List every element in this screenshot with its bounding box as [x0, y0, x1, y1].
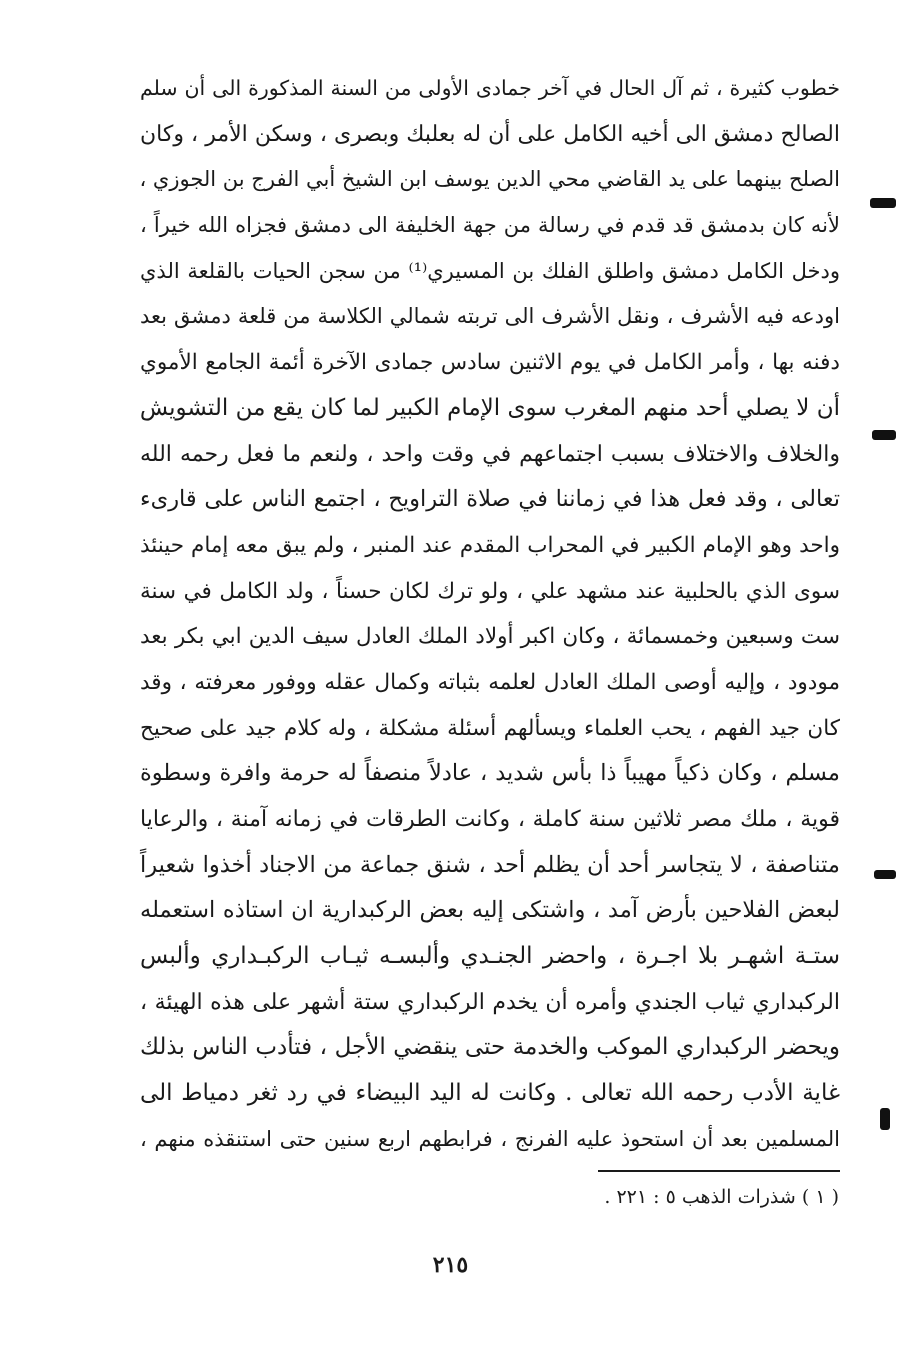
text-line: الركبداري ثياب الجندي وأمره أن يخدم الركبداري ستة أشهر على هذه الهيئة ، — [140, 989, 840, 1015]
text-line: سوى الذي بالحلبية عند مشهد علي ، ولو ترك لكان حسناً ، ولد الكامل في سنة — [140, 578, 840, 604]
text-line: تعالى ، وقد فعل هذا في زماننا في صلاة التراويح ، اجتمع الناس على قارىء — [140, 486, 840, 513]
footnote: ( ١ ) شذرات الذهب ٥ : ٢٢١ . — [604, 1186, 839, 1208]
margin-ink-mark — [870, 198, 896, 208]
text-line: خطوب كثيرة ، ثم آل الحال في آخر جمادى الأولى من السنة المذكورة الى أن سلم — [140, 76, 840, 100]
text-line: والخلاف والاختلاف بسبب اجتماعهم في وقت واحد ، ولنعم ما فعل رحمه الله — [140, 441, 840, 467]
text-line: المسلمين بعد أن استحوذ عليه الفرنج ، فرابطهم اربع سنين حتى استنقذه منهم ، — [140, 1126, 840, 1151]
text-line: مودود ، وإليه أوصى الملك العادل لعلمه بثباته وكمال عقله ووفور معرفته ، وقد — [140, 669, 840, 695]
margin-ink-mark — [872, 430, 896, 440]
margin-ink-mark — [880, 1108, 890, 1130]
text-line: واحد وهو الإمام الكبير في المحراب المقدم عند المنبر ، ولم يبق معه إمام حينئذ — [140, 532, 840, 558]
text-line: الصالح دمشق الى أخيه الكامل على أن له بعلبك وبصرى ، وسكن الأمر ، وكان — [140, 121, 840, 147]
text-line: دفنه بها ، وأمر الكامل في يوم الاثنين سادس جمادى الآخرة أئمة الجامع الأموي — [140, 350, 840, 376]
text-line: ست وسبعين وخمسمائة ، وكان اكبر أولاد الملك العادل سيف الدين ابي بكر بعد — [140, 624, 840, 650]
text-line: اودعه فيه الأشرف ، ونقل الأشرف الى تربته شمالي الكلاسة من قلعة دمشق بعد — [140, 304, 840, 329]
text-line: أن لا يصلي أحد منهم المغرب سوى الإمام الكبير لما كان يقع من التشويش — [139, 394, 840, 421]
margin-ink-mark — [874, 870, 896, 879]
text-line: الصلح بينهما على يد القاضي محي الدين يوسف ابن الشيخ أبي الفرج بن الجوزي ، — [139, 167, 840, 192]
text-line: لأنه كان بدمشق قد قدم في رسالة من جهة الخليفة الى دمشق فجزاه الله خيراً ، — [140, 213, 840, 238]
text-line: متناصفة ، لا يتجاسر أحد أن يظلم أحد ، شنق جماعة من الاجناد أخذوا شعيراً — [140, 851, 840, 878]
footnote-divider — [598, 1170, 840, 1172]
main-text-block — [140, 66, 840, 1163]
text-line: ستـة اشهـر بلا اجـرة ، واحضر الجنـدي وألبسـه ثيـاب الركبـداري وألبس — [140, 943, 840, 970]
text-line: ويحضر الركبداري الموكب والخدمة حتى ينقضي الأجل ، فتأدب الناس بذلك — [140, 1034, 840, 1061]
text-line: قوية ، ملك مصر ثلاثين سنة كاملة ، وكانت الطرقات في زمانه آمنة ، والرعايا — [140, 807, 840, 832]
text-line: ودخل الكامل دمشق واطلق الفلك بن المسيري⁽¹⁾ من سجن الحيات بالقلعة الذي — [140, 258, 841, 283]
page-number: ٢١٥ — [432, 1252, 469, 1278]
text-line: غاية الأدب رحمه الله تعالى . وكانت له اليد البيضاء في رد ثغر دمياط الى — [140, 1080, 840, 1107]
text-line: مسلم ، وكان ذكياً مهيباً ذا بأس شديد ، عادلاً منصفاً له حرمة وافرة وسطوة — [140, 760, 840, 787]
text-line: لبعض الفلاحين بأرض آمد ، واشتكى إليه بعض الركبدارية ان استاذه استعمله — [140, 897, 840, 924]
text-line: كان جيد الفهم ، يحب العلماء ويسألهم أسئلة مشكلة ، وله كلام جيد على صحيح — [140, 715, 840, 741]
